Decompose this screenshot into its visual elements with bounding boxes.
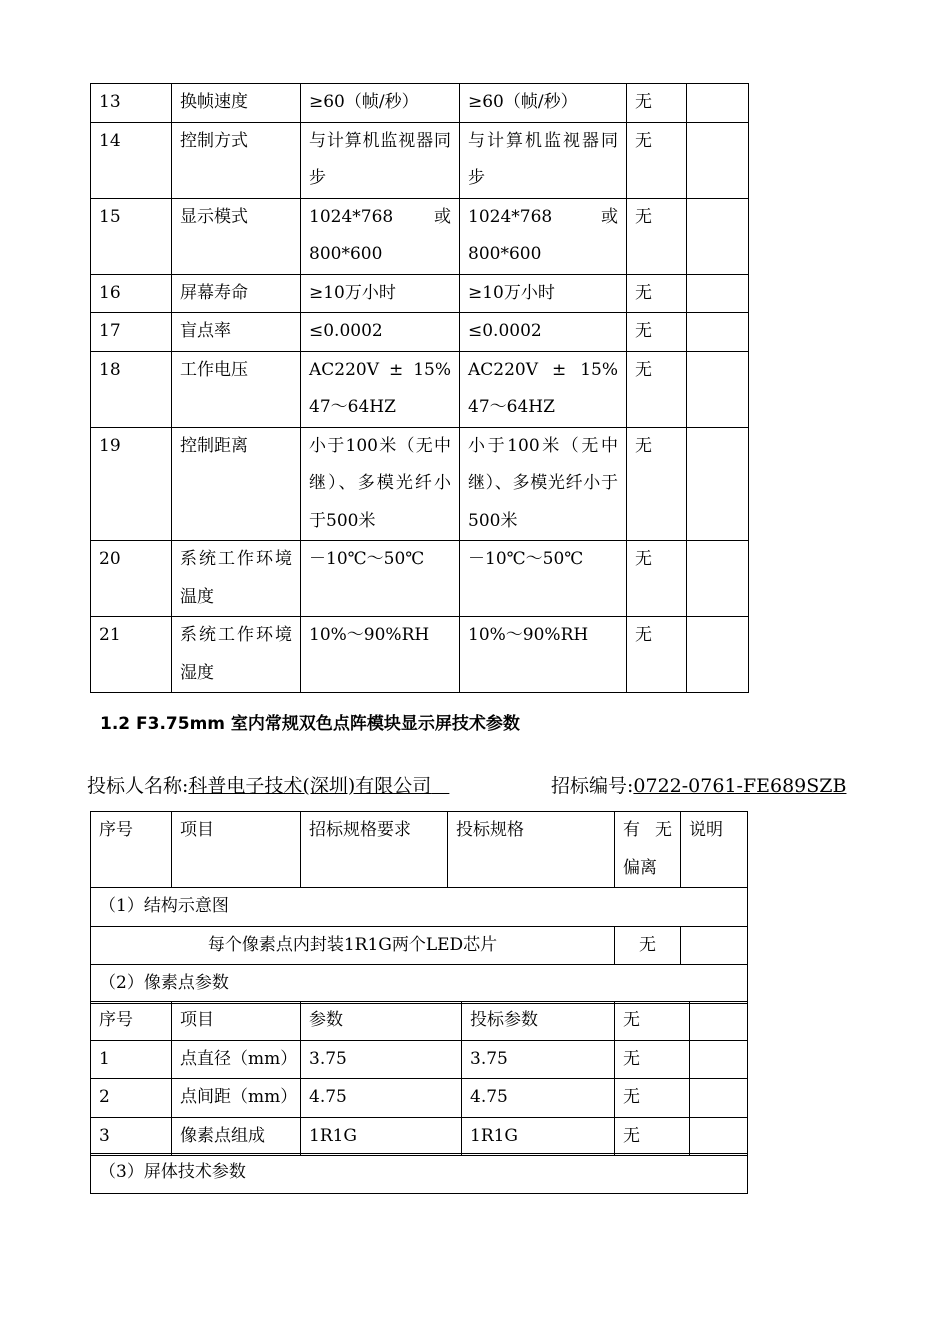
row-number: 19: [91, 427, 172, 541]
pixel-header-item: 项目: [172, 1002, 301, 1041]
pixel-row-number: 3: [91, 1117, 172, 1156]
header-requirement: 招标规格要求: [301, 812, 448, 888]
tender-number-label: 招标编号:: [551, 775, 634, 797]
row-number: 16: [91, 274, 172, 313]
table-row: [91, 1040, 748, 1079]
row-requirement: 1024*768 或 800*600: [301, 198, 460, 274]
table-row: [91, 1117, 748, 1156]
row-requirement: ≥10万小时: [301, 274, 460, 313]
row-number: 21: [91, 617, 172, 693]
section-structure-label: （1）结构示意图: [91, 888, 748, 927]
row-number: 15: [91, 198, 172, 274]
spec-table-continued: [90, 83, 749, 693]
pixel-row-bid: 4.75: [462, 1079, 615, 1118]
header-deviation: 有 无 偏离: [615, 812, 681, 888]
pixel-row-item: 点直径（mm）: [172, 1040, 301, 1079]
pixel-row-param: 3.75: [301, 1040, 462, 1079]
row-bid-spec: －10℃～50℃: [460, 541, 627, 617]
pixel-row-param: 1R1G: [301, 1117, 462, 1156]
row-deviation: 无: [627, 122, 687, 198]
row-deviation: 无: [627, 313, 687, 352]
row-bid-spec: ≥60（帧/秒）: [460, 84, 627, 123]
table-header-row: [91, 812, 748, 888]
structure-note-row: [91, 926, 748, 965]
row-requirement: 小于100米（无中继）、多模光纤小于500米: [301, 427, 460, 541]
pixel-row-deviation: 无: [615, 1040, 690, 1079]
row-deviation: 无: [627, 427, 687, 541]
section-screen-label: （3）屏体技术参数: [91, 1154, 748, 1194]
pixel-row-number: 2: [91, 1079, 172, 1118]
row-item: 工作电压: [172, 351, 301, 427]
tender-number-line: [551, 771, 846, 798]
structure-deviation: 无: [615, 926, 681, 965]
pixel-row-empty: [690, 1117, 748, 1156]
pixel-row-empty: [690, 1079, 748, 1118]
table-row: [91, 84, 749, 123]
header-no: 序号: [91, 812, 172, 888]
pixel-row-number: 1: [91, 1040, 172, 1079]
section-row-screen: [91, 1154, 748, 1194]
pixel-header-empty: [690, 1002, 748, 1041]
row-requirement: ≤0.0002: [301, 313, 460, 352]
row-note: [687, 274, 749, 313]
row-item: 控制方式: [172, 122, 301, 198]
row-bid-spec: 与计算机监视器同步: [460, 122, 627, 198]
row-requirement: ≥60（帧/秒）: [301, 84, 460, 123]
pixel-header-param: 参数: [301, 1002, 462, 1041]
row-item: 换帧速度: [172, 84, 301, 123]
bidder-name-value: 科普电子技术(深圳)有限公司: [188, 775, 432, 797]
screen-tech-table: [90, 1153, 748, 1194]
header-item: 项目: [172, 812, 301, 888]
row-note: [687, 122, 749, 198]
section-heading: 1.2 F3.75mm 室内常规双色点阵模块显示屏技术参数: [100, 714, 520, 734]
structure-note: 每个像素点内封装1R1G两个LED芯片: [91, 926, 615, 965]
row-deviation: 无: [627, 541, 687, 617]
row-note: [687, 617, 749, 693]
row-note: [687, 198, 749, 274]
row-item: 系统工作环境湿度: [172, 617, 301, 693]
row-deviation: 无: [627, 351, 687, 427]
pixel-row-bid: 1R1G: [462, 1117, 615, 1156]
row-requirement: 与计算机监视器同步: [301, 122, 460, 198]
row-bid-spec: 小于100米（无中继）、多模光纤小于500米: [460, 427, 627, 541]
pixel-row-deviation: 无: [615, 1117, 690, 1156]
bidder-name-label: 投标人名称:: [87, 775, 189, 797]
row-bid-spec: AC220V ± 15% 47～64HZ: [460, 351, 627, 427]
row-number: 14: [91, 122, 172, 198]
pixel-row-empty: [690, 1040, 748, 1079]
structure-note-empty: [681, 926, 748, 965]
pixel-header-dev: 无: [615, 1002, 690, 1041]
table-row: [91, 351, 749, 427]
row-item: 控制距离: [172, 427, 301, 541]
table-row: [91, 274, 749, 313]
table-row: [91, 313, 749, 352]
table-row: [91, 122, 749, 198]
row-requirement: AC220V ± 15% 47～64HZ: [301, 351, 460, 427]
pixel-row-item: 点间距（mm）: [172, 1079, 301, 1118]
row-number: 20: [91, 541, 172, 617]
row-number: 17: [91, 313, 172, 352]
table-row: [91, 427, 749, 541]
row-note: [687, 351, 749, 427]
row-note: [687, 313, 749, 352]
row-deviation: 无: [627, 84, 687, 123]
table-row: [91, 1079, 748, 1118]
row-bid-spec: ≥10万小时: [460, 274, 627, 313]
row-bid-spec: ≤0.0002: [460, 313, 627, 352]
pixel-header-row: [91, 1002, 748, 1041]
pixel-row-item: 像素点组成: [172, 1117, 301, 1156]
row-note: [687, 427, 749, 541]
row-item: 盲点率: [172, 313, 301, 352]
row-deviation: 无: [627, 198, 687, 274]
row-deviation: 无: [627, 274, 687, 313]
pixel-row-param: 4.75: [301, 1079, 462, 1118]
header-bid-spec: 投标规格: [448, 812, 615, 888]
section-row-structure: [91, 888, 748, 927]
main-spec-table: [90, 811, 748, 1004]
pixel-header-bid: 投标参数: [462, 1002, 615, 1041]
bidder-name-line: [87, 771, 449, 798]
row-requirement: －10℃～50℃: [301, 541, 460, 617]
row-item: 显示模式: [172, 198, 301, 274]
row-bid-spec: 1024*768 或 800*600: [460, 198, 627, 274]
header-note: 说明: [681, 812, 748, 888]
section-row-pixel: [91, 965, 748, 1004]
row-note: [687, 84, 749, 123]
row-item: 系统工作环境温度: [172, 541, 301, 617]
row-requirement: 10%～90%RH: [301, 617, 460, 693]
pixel-row-deviation: 无: [615, 1079, 690, 1118]
row-number: 13: [91, 84, 172, 123]
pixel-row-bid: 3.75: [462, 1040, 615, 1079]
row-deviation: 无: [627, 617, 687, 693]
tender-number-value: 0722-0761-FE689SZB: [633, 775, 847, 797]
pixel-param-table: [90, 1001, 748, 1156]
table-row: [91, 541, 749, 617]
pixel-header-no: 序号: [91, 1002, 172, 1041]
row-number: 18: [91, 351, 172, 427]
section-pixel-label: （2）像素点参数: [91, 965, 748, 1004]
row-item: 屏幕寿命: [172, 274, 301, 313]
table-row: [91, 617, 749, 693]
row-note: [687, 541, 749, 617]
table-row: [91, 198, 749, 274]
row-bid-spec: 10%～90%RH: [460, 617, 627, 693]
